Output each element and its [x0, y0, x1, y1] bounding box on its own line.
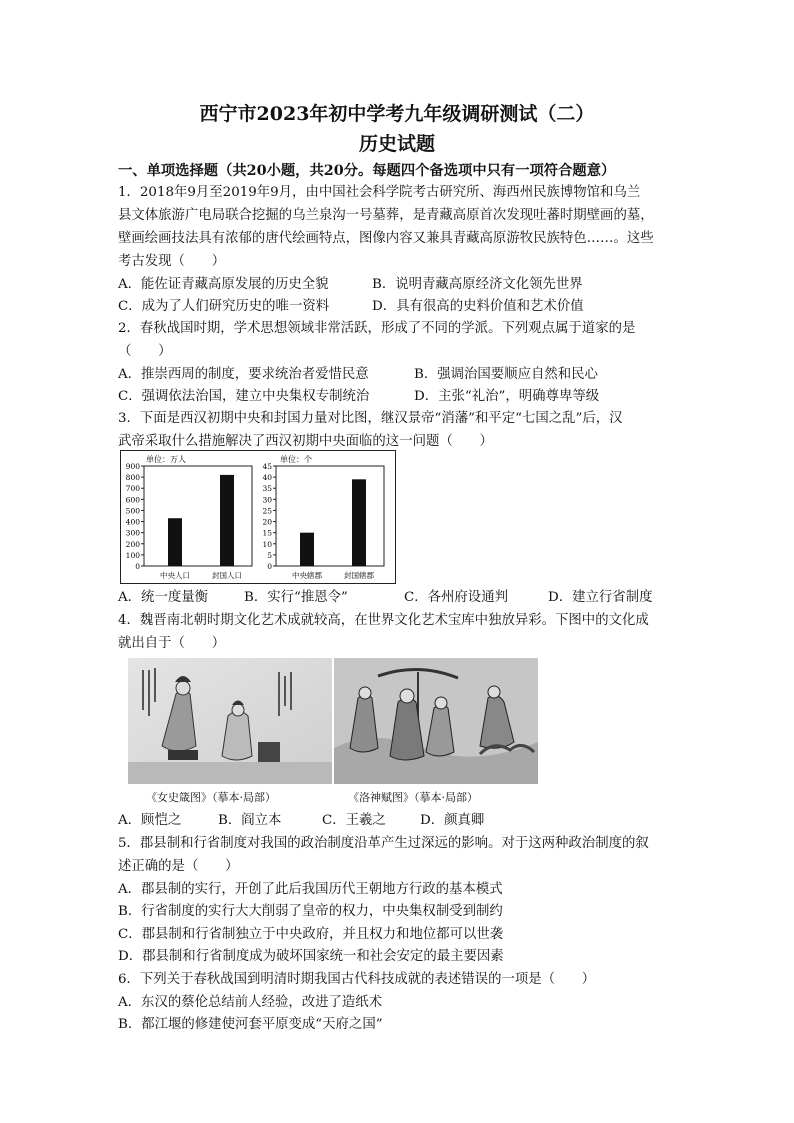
- x-category-label: 中央人口: [160, 571, 190, 580]
- y-tick-label: 0: [135, 562, 140, 571]
- y-tick-label: 800: [125, 473, 140, 483]
- y-tick-label: 40: [262, 473, 272, 483]
- q5-option-d: D．郡县制和行省制度成为破坏国家统一和社会安定的最主要因素: [118, 949, 504, 964]
- q5-option-c: C．郡县制和行省制独立于中央政府，并且权力和地位都可以世袭: [118, 927, 504, 942]
- painting-caption-right: 《洛神赋图》（摹本·局部）: [348, 791, 478, 804]
- y-tick-label: 15: [262, 528, 272, 538]
- y-tick-label: 25: [262, 506, 272, 516]
- q2-option-b: B．强调治国要顺应自然和民心: [414, 367, 598, 382]
- nvshi-zhen-painting: [128, 658, 332, 784]
- y-tick-label: 200: [125, 539, 140, 549]
- q3-option-d: D．建立行省制度: [548, 590, 653, 605]
- painting-caption-left: 《女史箴图》（摹本·局部）: [146, 791, 276, 804]
- q4-option-c: C．王羲之: [322, 813, 386, 828]
- q1-option-b: B．说明青藏高原经济文化领先世界: [372, 277, 583, 292]
- q6-option-a: A．东汉的蔡伦总结前人经验，改进了造纸术: [118, 995, 383, 1010]
- q3-line: 3．下面是西汉初期中央和封国力量对比图，继汉景帝“消藩”和平定“七国之乱”后，汉: [118, 411, 623, 426]
- y-tick-label: 45: [262, 462, 272, 471]
- y-tick-label: 10: [262, 539, 272, 549]
- q1-line: 县文体旅游广电局联合挖掘的乌兰泉沟一号墓葬，是青藏高原首次发现吐蕃时期壁画的墓，: [118, 208, 654, 223]
- q5-option-b: B．行省制度的实行大大削弱了皇帝的权力，中央集权制受到制约: [118, 904, 503, 919]
- luoshen-fu-painting: [334, 658, 538, 784]
- section-heading: 一、单项选择题（共20小题，共20分。每题四个备选项中只有一项符合题意）: [118, 163, 616, 179]
- x-category-label: 封国人口: [212, 571, 242, 580]
- q4-option-d: D．颜真卿: [420, 813, 485, 828]
- y-tick-label: 20: [262, 517, 272, 527]
- q1-option-d: D．具有很高的史料价值和艺术价值: [372, 299, 584, 314]
- y-tick-label: 900: [125, 462, 140, 471]
- q1-option-a: A．能佐证青藏高原发展的历史全貌: [118, 277, 329, 292]
- y-tick-label: 5: [267, 550, 272, 560]
- chart-title: 单位：个: [280, 455, 312, 464]
- bar: [220, 475, 234, 566]
- q6-line: 6．下列关于春秋战国到明清时期我国古代科技成就的表述错误的一项是（ ）: [118, 972, 596, 987]
- q1-line: 壁画绘画技法具有浓郁的唐代绘画特点，图像内容又兼具青藏高原游牧民族特色……。这些: [118, 231, 654, 246]
- y-tick-label: 30: [262, 495, 272, 505]
- y-tick-label: 700: [125, 484, 140, 494]
- q2-option-a: A．推崇西周的制度，要求统治者爱惜民意: [118, 367, 369, 382]
- q4-line: 4．魏晋南北朝时期文化艺术成就较高，在世界文化艺术宝库中独放异彩。下图中的文化成: [118, 613, 649, 628]
- q1-line: 考古发现（ ）: [118, 254, 226, 269]
- exam-title: 西宁市2023年初中学考九年级调研测试（二）: [199, 103, 595, 125]
- bar: [168, 518, 182, 566]
- q3-option-a: A．统一度量衡: [118, 590, 209, 605]
- x-category-label: 中央辖郡: [292, 571, 322, 580]
- q4-option-b: B．阎立本: [218, 813, 282, 828]
- painting-illustration: [128, 658, 538, 784]
- q4-option-a: A．顾恺之: [118, 813, 182, 828]
- q4-line: 就出自于（ ）: [118, 636, 226, 651]
- q2-option-d: D．主张“礼治”，明确尊卑等级: [414, 389, 600, 404]
- q5-option-a: A．郡县制的实行，开创了此后我国历代王朝地方行政的基本模式: [118, 882, 503, 897]
- y-tick-label: 100: [125, 550, 140, 560]
- y-tick-label: 35: [262, 484, 272, 494]
- exam-subtitle: 历史试题: [358, 133, 435, 155]
- bar: [352, 479, 366, 566]
- bar: [300, 533, 314, 566]
- q5-line: 5．郡县制和行省制度对我国的政治制度沿革产生过深远的影响。对于这两种政治制度的叙: [118, 836, 649, 851]
- population-comparison-charts: [120, 450, 396, 584]
- q3-line: 武帝采取什么措施解决了西汉初期中央面临的这一问题（ ）: [118, 434, 493, 449]
- q1-line: 1．2018年9月至2019年9月，由中国社会科学院考古研究所、海西州民族博物馆和乌兰: [118, 185, 641, 200]
- y-tick-label: 500: [125, 506, 140, 516]
- y-tick-label: 300: [125, 528, 140, 538]
- q3-option-b: B．实行“推恩令”: [244, 590, 348, 605]
- chart-title: 单位：万人: [146, 455, 186, 464]
- y-tick-label: 400: [125, 517, 140, 527]
- q1-option-c: C．成为了人们研究历史的唯一资料: [118, 299, 330, 314]
- x-category-label: 封国辖郡: [344, 571, 374, 580]
- q5-line: 述正确的是（ ）: [118, 859, 239, 874]
- q3-option-c: C．各州府设通判: [404, 590, 508, 605]
- q2-line: 2．春秋战国时期，学术思想领域非常活跃，形成了不同的学派。下列观点属于道家的是: [118, 321, 636, 336]
- q2-line: （ ）: [118, 344, 172, 359]
- y-tick-label: 600: [125, 495, 140, 505]
- y-tick-label: 0: [267, 562, 272, 571]
- q2-option-c: C．强调依法治国，建立中央集权专制统治: [118, 389, 370, 404]
- q6-option-b: B．都江堰的修建使河套平原变成“天府之国”: [118, 1017, 383, 1032]
